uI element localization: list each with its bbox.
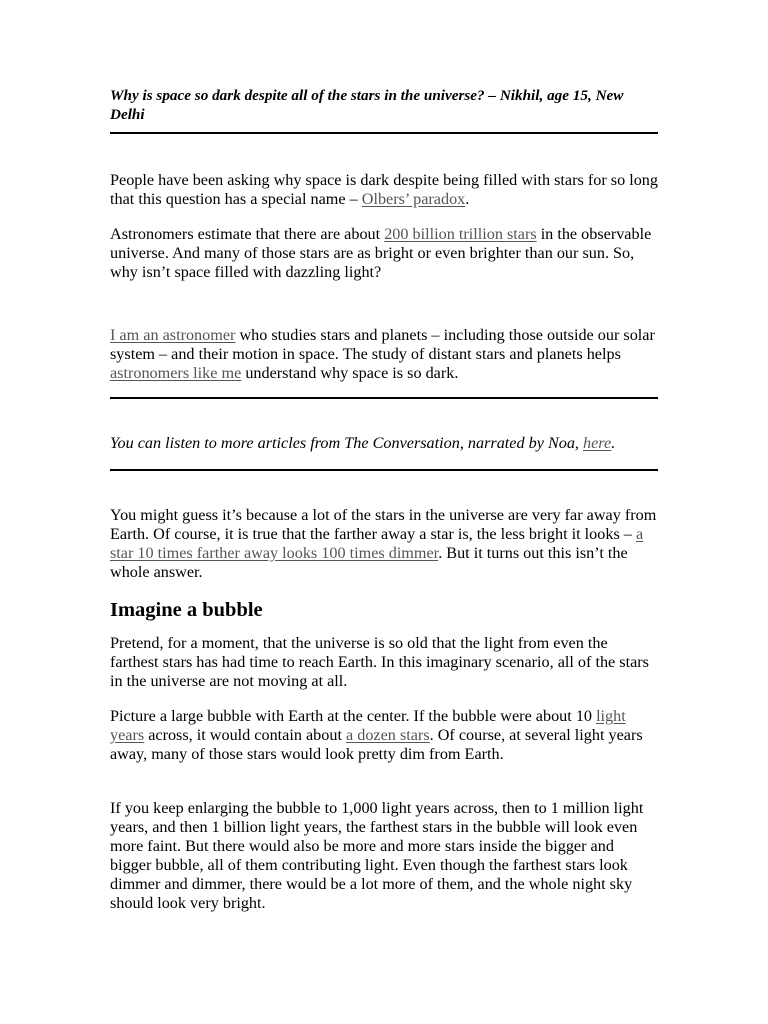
paragraph-bubble: Picture a large bubble with Earth at the center. If the bubble were about 10 light years across, it would contain about a dozen stars. Of course, at several light years away, many of those stars would look pretty dim from Earth. [110, 707, 643, 763]
divider [110, 397, 658, 399]
star-count-link[interactable]: 200 billion trillion stars [384, 225, 537, 243]
dozen-stars-link[interactable]: a dozen stars [346, 726, 430, 744]
divider [110, 132, 658, 134]
paragraph-enlarge: If you keep enlarging the bubble to 1,000 light years across, then to 1 million light years, and then 1 billion light years, the farthest stars in the bubble will look even more faint. But there would also be more and more stars inside the bigger and bigger bubble, all of them contributing light. Even though the farthest stars look dimmer and dimmer, there would be a lot more of them, and the whole night sky should look very bright. [110, 799, 644, 912]
paragraph-distance: You might guess it’s because a lot of the stars in the universe are very far away from Earth. Of course, it is true that the farther away a star is, the less bright it looks – a star 10 times farther away looks 100 times dimmer. But it turns out this isn’t the whole answer. [110, 506, 657, 581]
light-years-link[interactable]: light years [110, 707, 626, 744]
astronomers-like-me-link[interactable]: astronomers like me [110, 364, 242, 382]
divider [110, 469, 658, 471]
paragraph-pretend: Pretend, for a moment, that the universe is so old that the light from even the farthest stars has had time to reach Earth. In this imaginary scenario, all of the stars in the universe are not moving at all. [110, 634, 649, 690]
paragraph-intro: People have been asking why space is dark despite being filled with stars for so long that this question has a special name – Olbers’ paradox. [110, 171, 658, 208]
olbers-paradox-link[interactable]: Olbers’ paradox [361, 190, 466, 208]
dimmer-star-link[interactable]: a star 10 times farther away looks 100 times dimmer [110, 525, 644, 562]
paragraph-estimate: Astronomers estimate that there are about 200 billion trillion stars in the observable universe. And many of those stars are as bright or even brighter than our sun. So, why isn’t space filled with dazzling light? [110, 225, 652, 281]
listen-here-link[interactable]: here [583, 434, 612, 452]
reader-question: Why is space so dark despite all of the stars in the universe? – Nikhil, age 15, New Delhi [110, 87, 624, 123]
audio-note: You can listen to more articles from The Conversation, narrated by Noa, here. [110, 434, 616, 452]
astronomer-link[interactable]: I am an astronomer [110, 326, 236, 344]
section-heading: Imagine a bubble [110, 599, 263, 621]
paragraph-author: I am an astronomer who studies stars and planets – including those outside our solar system – and their motion in space. The study of distant stars and planets helps astronomers like me understand why space is so dark. [110, 326, 655, 382]
